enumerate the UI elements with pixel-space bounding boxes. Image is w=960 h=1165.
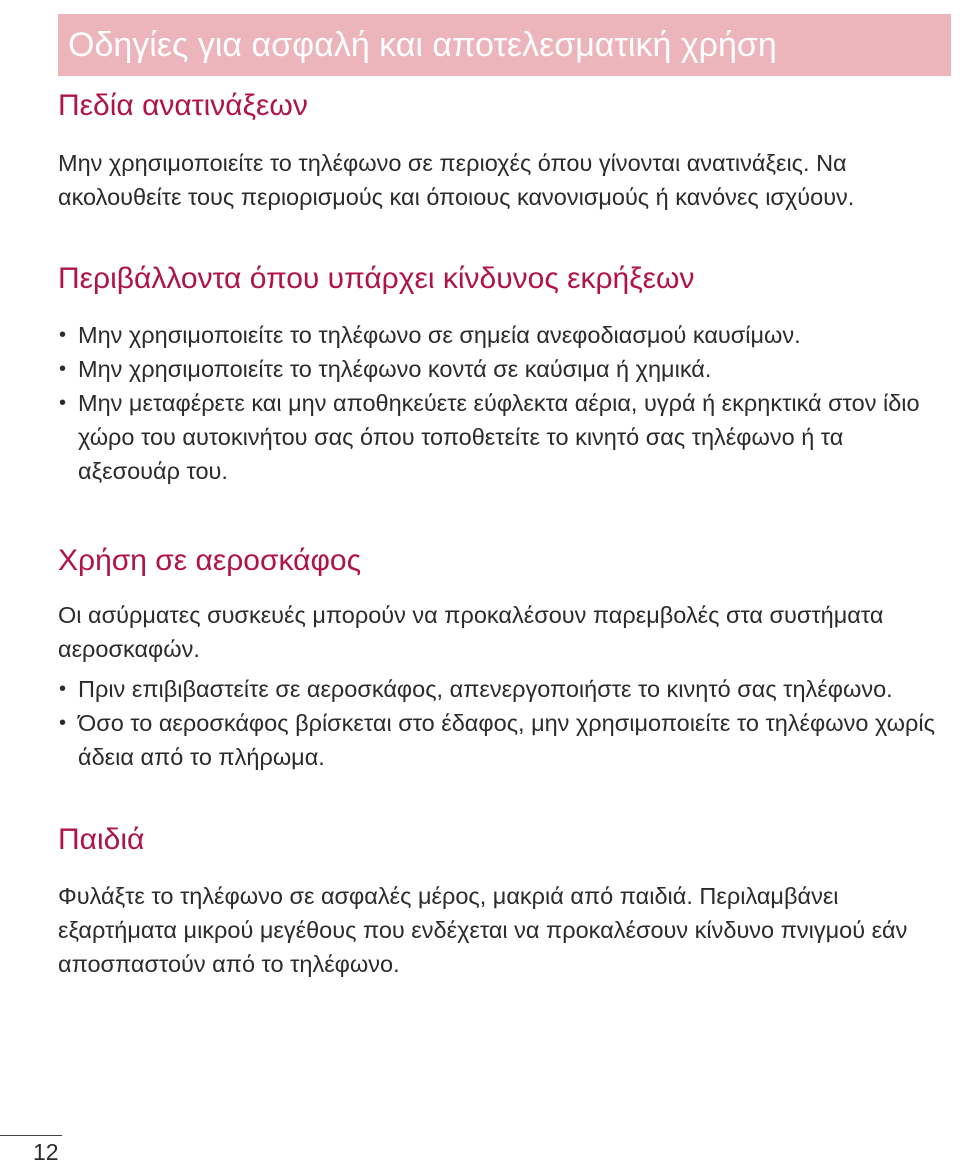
page-title: Οδηγίες για ασφαλή και αποτελεσματική χρήση — [68, 26, 777, 64]
list-item-text: Πριν επιβιβαστείτε σε αεροσκάφος, απενεργοποιήστε το κινητό σας τηλέφωνο. — [78, 676, 893, 702]
bullet-icon: • — [59, 324, 67, 346]
paragraph-blasting: Μην χρησιμοποιείτε το τηλέφωνο σε περιοχές όπου γίνονται ανατινάξεις. Να ακολουθείτε τους περιορισμούς και όποιους κανονισμούς ή κανόνες ισχύουν. — [58, 150, 855, 210]
list-item — [58, 706, 951, 774]
section-heading-blasting: Πεδία ανατινάξεων — [58, 89, 308, 122]
bullet-icon: • — [59, 392, 67, 414]
section-heading-aircraft: Χρήση σε αεροσκάφος — [58, 544, 362, 577]
bullet-list-explosive — [58, 318, 951, 488]
list-item — [58, 672, 951, 706]
section-heading-children: Παιδιά — [58, 823, 145, 856]
bullet-icon: • — [59, 712, 67, 734]
list-item-text: Μην χρησιμοποιείτε το τηλέφωνο σε σημεία ανεφοδιασμού καυσίμων. — [78, 322, 801, 348]
list-item — [58, 352, 951, 386]
bullet-icon: • — [59, 358, 67, 380]
bullet-list-aircraft — [58, 672, 951, 774]
footer-divider — [0, 1135, 62, 1136]
list-item-text: Μην χρησιμοποιείτε το τηλέφωνο κοντά σε καύσιμα ή χημικά. — [78, 356, 712, 382]
bullet-icon: • — [59, 678, 67, 700]
list-item — [58, 386, 951, 488]
list-item — [58, 318, 951, 352]
list-item-text: Μην μεταφέρετε και μην αποθηκεύετε εύφλεκτα αέρια, υγρά ή εκρηκτικά στον ίδιο χώρο του αυτοκινήτου σας όπου τοποθετείτε το κινητό σας τηλέφωνο ή τα αξεσουάρ του. — [78, 390, 920, 484]
section-heading-explosive: Περιβάλλοντα όπου υπάρχει κίνδυνος εκρήξεων — [58, 262, 695, 295]
paragraph-aircraft: Οι ασύρματες συσκευές μπορούν να προκαλέσουν παρεμβολές στα συστήματα αεροσκαφών. — [58, 602, 884, 662]
paragraph-children: Φυλάξτε το τηλέφωνο σε ασφαλές μέρος, μακριά από παιδιά. Περιλαμβάνει εξαρτήματα μικρού μεγέθους που ενδέχεται να προκαλέσουν κίνδυνο πνιγμού εάν αποσπαστούν από το τηλέφωνο. — [58, 883, 908, 977]
list-item-text: Όσο το αεροσκάφος βρίσκεται στο έδαφος, μην χρησιμοποιείτε το τηλέφωνο χωρίς άδεια από το πλήρωμα. — [78, 710, 935, 770]
page-number: 12 — [33, 1139, 59, 1165]
page-header-bar — [58, 14, 951, 76]
